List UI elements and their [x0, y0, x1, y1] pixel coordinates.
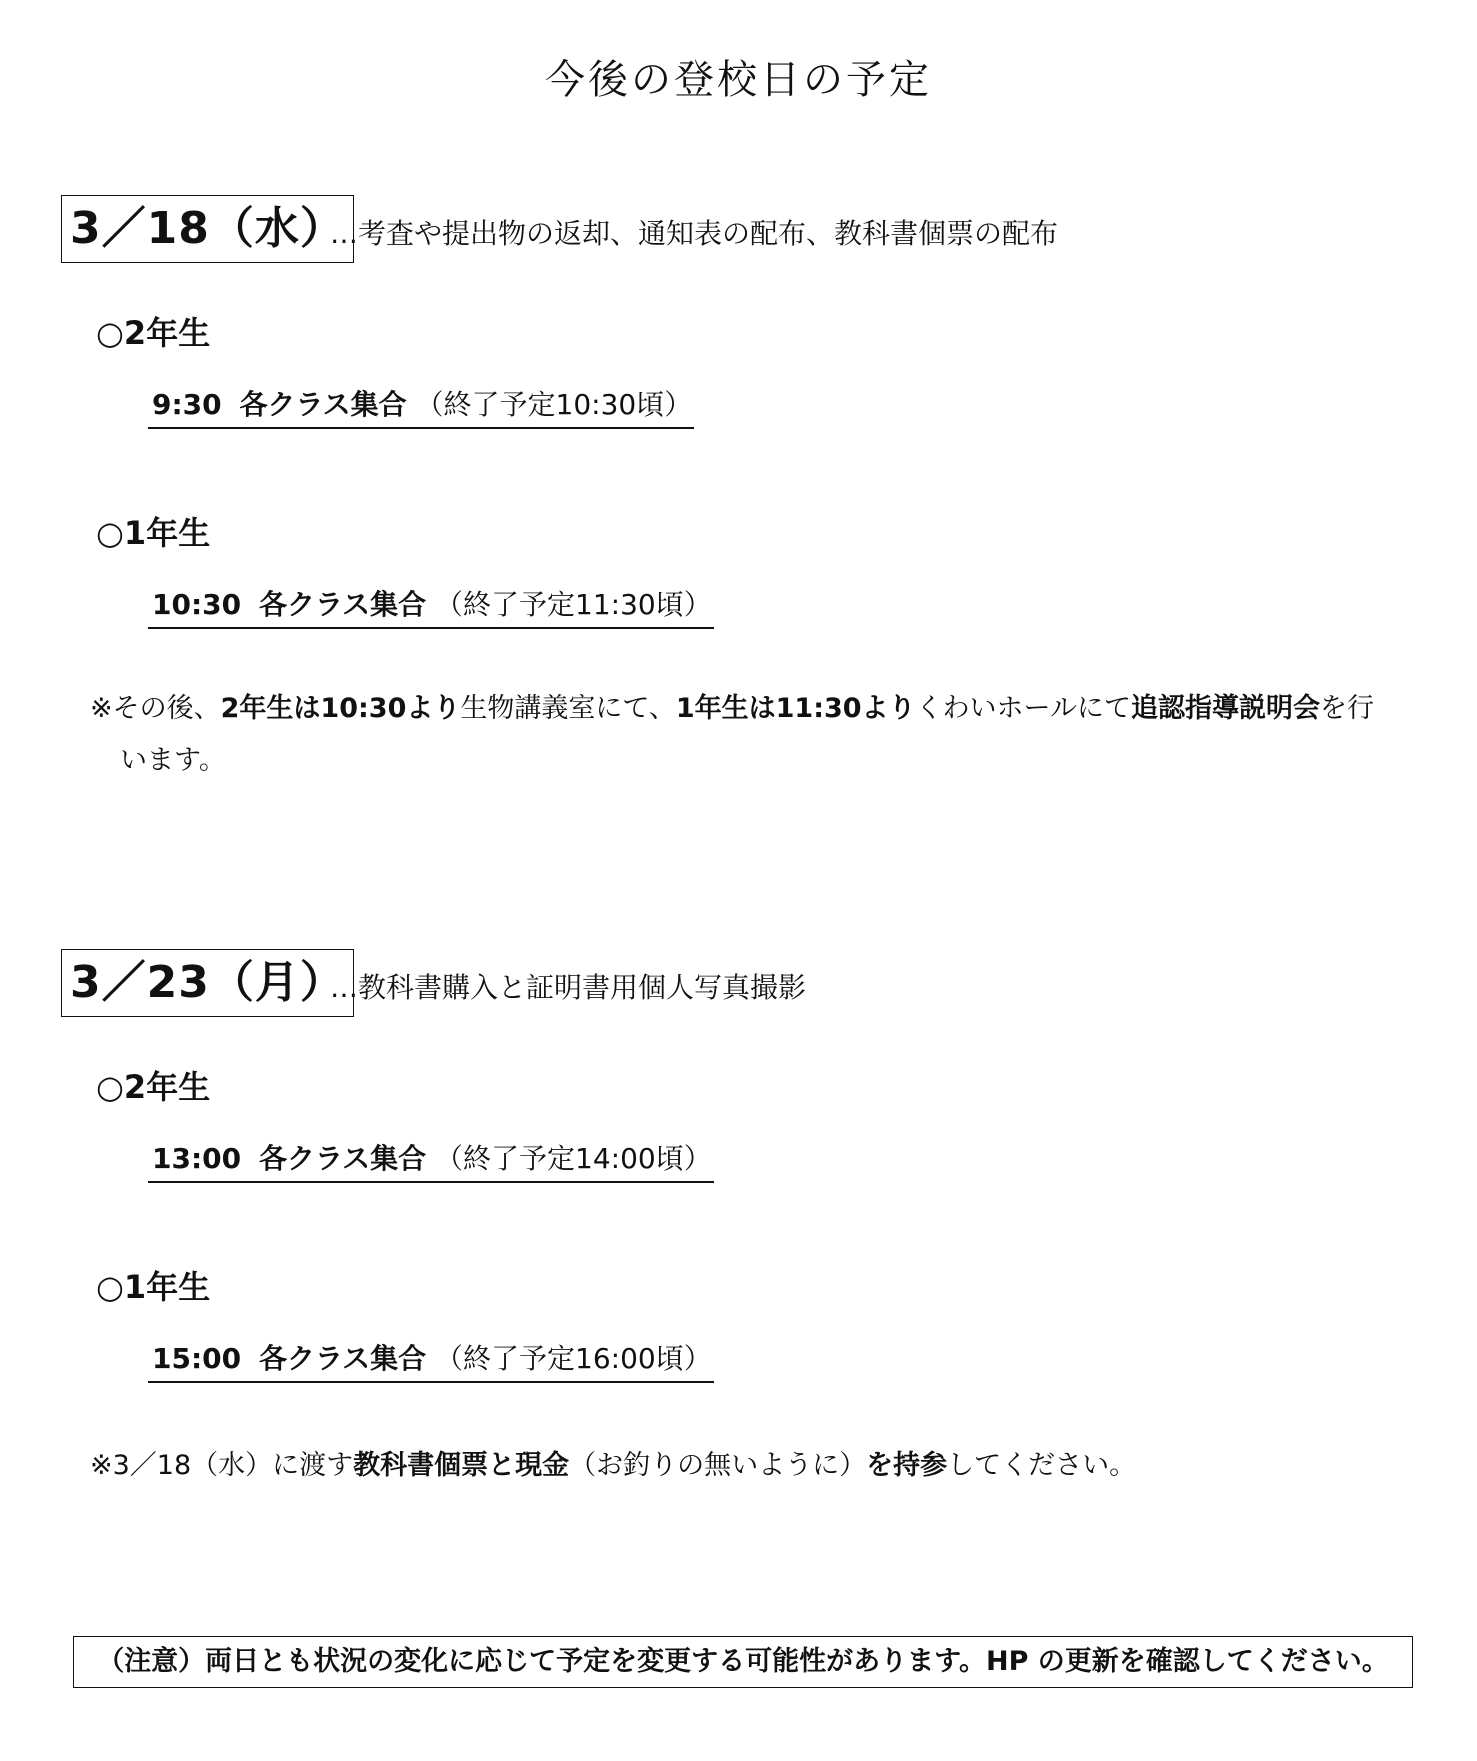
note-text: くわいホールにて	[915, 693, 1132, 724]
followup-note	[90, 686, 1374, 725]
note-emphasis: 教科書個票と現金	[353, 1450, 570, 1481]
end-time-text: （終了予定14:00頃）	[435, 1142, 712, 1175]
schedule-line	[148, 383, 694, 429]
grade-heading-1st-year: ○1年生	[96, 514, 211, 552]
end-time-text: （終了予定16:00頃）	[435, 1342, 712, 1375]
assembly-text: 各クラス集合	[258, 1142, 427, 1175]
start-time: 13:00	[152, 1142, 242, 1175]
start-time: 9:30	[152, 388, 222, 421]
schedule-line	[148, 583, 714, 629]
assembly-text: 各クラス集合	[258, 588, 427, 621]
assembly-text: 各クラス集合	[239, 388, 407, 421]
date-box-1: 3／18（水）	[61, 195, 354, 263]
note-text: （お釣りの無いように）	[569, 1450, 867, 1481]
note-emphasis: を持参	[866, 1450, 948, 1481]
note-text: を行	[1320, 693, 1375, 724]
end-time-text: （終了予定10:30頃）	[415, 388, 693, 421]
assembly-text: 各クラス集合	[258, 1342, 427, 1375]
grade-heading-2nd-year: ○2年生	[96, 1068, 211, 1106]
note-text: 生物講義室にて、	[460, 693, 676, 724]
date-description-2: …教科書購入と証明書用個人写真撮影	[330, 971, 807, 1004]
note-text: ※3／18（水）に渡す	[90, 1450, 354, 1481]
note-emphasis: 1年生は11:30より	[675, 693, 916, 724]
note-emphasis: 追認指導説明会	[1131, 693, 1321, 724]
start-time: 10:30	[152, 588, 242, 621]
followup-note-continued: います。	[120, 745, 226, 776]
grade-heading-2nd-year: ○2年生	[96, 314, 211, 352]
page-title: 今後の登校日の予定	[545, 57, 932, 103]
schedule-line	[148, 1137, 714, 1183]
start-time: 15:00	[152, 1342, 242, 1375]
note-text: ※その後、	[90, 693, 221, 724]
date-description-1: …考査や提出物の返却、通知表の配布、教科書個票の配布	[330, 217, 1059, 250]
grade-heading-1st-year: ○1年生	[96, 1268, 211, 1306]
bring-items-note	[90, 1443, 1136, 1482]
note-emphasis: 2年生は10:30より	[220, 693, 461, 724]
schedule-line	[148, 1337, 714, 1383]
note-text: してください。	[947, 1450, 1137, 1481]
date-box-2: 3／23（月）	[61, 949, 354, 1017]
caution-box: （注意）両日とも状況の変化に応じて予定を変更する可能性があります。HP の更新を確認してください。	[73, 1636, 1413, 1688]
end-time-text: （終了予定11:30頃）	[435, 588, 712, 621]
